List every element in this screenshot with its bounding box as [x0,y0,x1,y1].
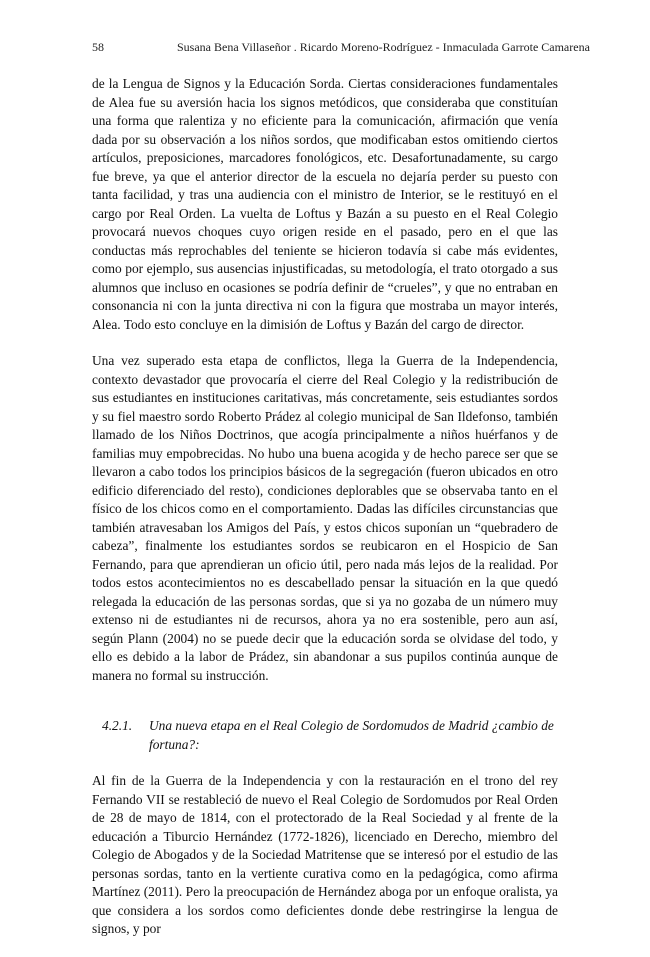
subsection-number: 4.2.1. [102,718,133,733]
subsection-title: Una nueva etapa en el Real Colegio de Sordomudos de Madrid ¿cambio de fortuna?: [149,718,554,752]
paragraph: de la Lengua de Signos y la Educación Sorda. Ciertas consideraciones fundamentales de Alea fue su aversión hacia los signos metódicos, que consideraba que constituían una forma que ralentiza y no eficiente para la comunicación, afirmación que venía dada por su observación a los niños sordos, que modificaban estos omitiendo ciertos artículos, preposiciones, marcadores fonológicos, etc. Desafortunadamente, su cargo fue breve, ya que el anterior director de la escuela no dejaría perder su puesto con tanta facilidad, y tras una audiencia con el ministro de Interior, se le restituyó en el cargo por Real Orden. La vuelta de Loftus y Bazán a su puesto en el Real Colegio provocará nuevos choques cuyo origen reside en el pasado, pero en el que las conductas más reprochables del teniente se hicieron todavía si cabe más evidentes, como por ejemplo, sus ausencias injustificadas, su metodología, el trato otorgado a sus alumnos que incluso en ocasiones se podría definir de “crueles”, y que no entraban en consonancia ni con la junta directiva ni con la figura que mostraba un mayor interés, Alea. Todo esto concluye en la dimisión de Loftus y Bazán del cargo de director. [92,76,558,332]
subsection-heading [92,717,558,754]
body-text [92,75,558,957]
paragraph: Al fin de la Guerra de la Independencia y con la restauración en el trono del rey Fernando VII se restableció de nuevo el Real Colegio de Sordomudos por Real Orden de 28 de mayo de 1814, con el protectorado de la Real Sociedad y al frente de la educación a Tiburcio Hernández (1772-1826), licenciado en Derecho, miembro del Colegio de Abogados y de la Sociedad Matritense que se interesó por el estudio de las personas sordas, tanto en la vertiente curativa como en la pedagógica, como afirma Martínez (2011). Pero la preocupación de Hernández aboga por un enfoque oralista, ya que considera a los sordos como deficientes donde debe restringirse la lengua de signos, y por [92,773,558,936]
paragraph: Una vez superado esta etapa de conflictos, llega la Guerra de la Independencia, contexto devastador que provocaría el cierre del Real Colegio y la redistribución de sus estudiantes en instituciones caritativas, más concretamente, seis estudiantes sordos y su fiel maestro sordo Roberto Prádez al colegio municipal de San Ildefonso, también llamado de los Niños Doctrinos, que acogía principalmente a niños huérfanos y de familias muy empobrecidas. No hubo una buena acogida y de hecho parece ser que se llevaron a cabo todos los principios básicos de la segregación (fueron ubicados en otro edificio diferenciado del resto), condiciones deplorables que se observaba tanto en el físico de los chicos como en el comportamiento. Dadas las difíciles circunstancias que también atravesaban los Amigos del País, y estos chicos suponían un “quebradero de cabeza”, finalmente los estudiantes sordos se reubicaron en el Hospicio de San Fernando, para que aprendieran un oficio útil, pero nada más lejos de la realidad. Por todos estos acontecimientos no es descabellado pensar la situación en la que quedó relegada la educación de las personas sordas, que si ya no gozaba de un número muy extenso ni de estudiantes ni de recursos, ahora ya no era sostenible, pero aun así, según Plann (2004) no se puede decir que la educación sorda se olvidase del todo, y ello es debido a la labor de Prádez, sin abandonar a sus pupilos continúa aunque de manera no formal su instrucción. [92,353,558,683]
section-spacer [92,703,558,717]
running-head-authors: Susana Bena Villaseñor . Ricardo Moreno-Rodríguez - Inmaculada Garrote Camarena [177,40,590,54]
page-number: 58 [92,40,104,54]
